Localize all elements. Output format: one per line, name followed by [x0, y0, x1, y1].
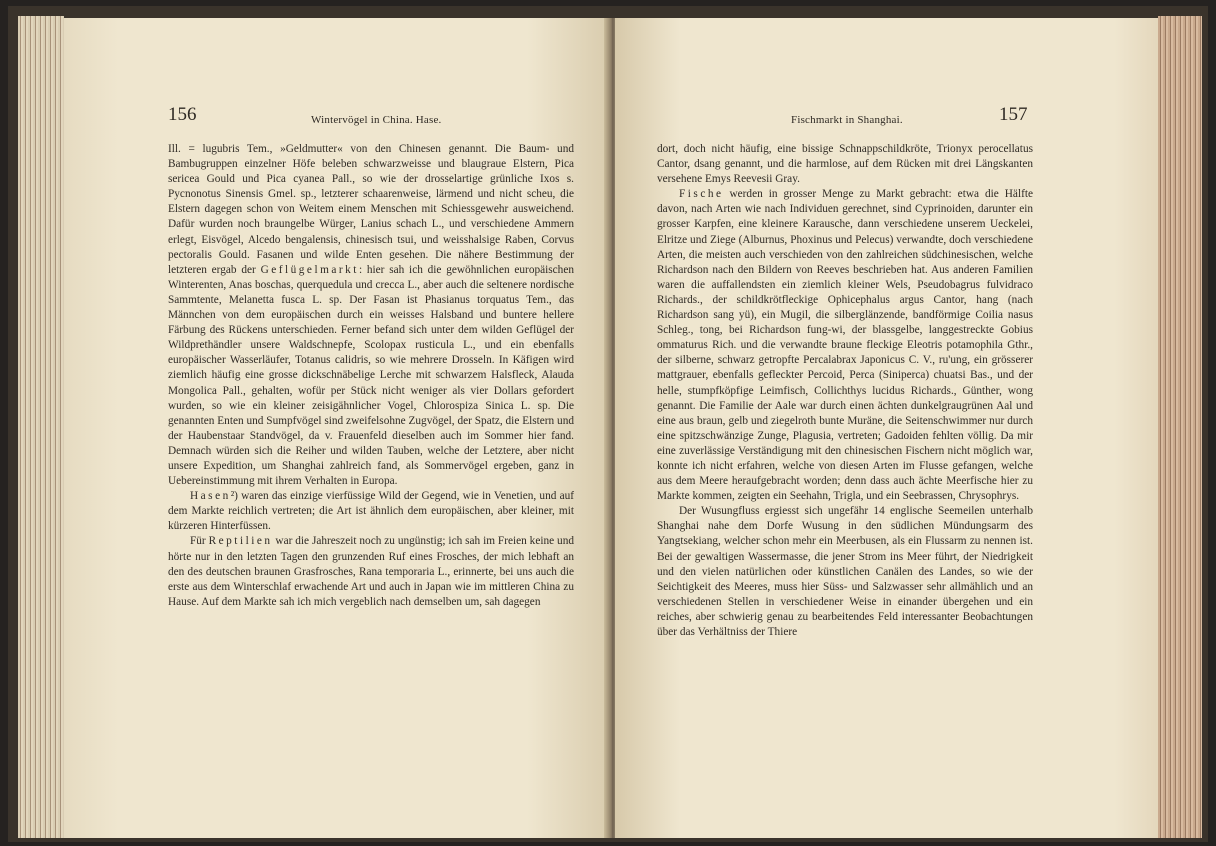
body-text	[657, 142, 1033, 640]
body-text	[168, 142, 574, 610]
spaced-term: Hasen	[190, 490, 231, 503]
running-head: Fischmarkt in Shanghai.	[791, 114, 903, 126]
page-stack-left	[18, 16, 64, 838]
text-run: ²) waren das einzige vierfüssige Wild der Gegend, wie in Venetien, und auf dem Markte reichlich vertreten; die Art ist ähnlich dem europäischen, aber kleiner, mit kürzeren Hinterfüssen.	[168, 490, 574, 533]
text-run: war die Jahreszeit noch zu ungünstig; ich sah im Freien keine und hörte nur in den letzten Tagen den grunzenden Ruf eines Frosches, der mich lebhaft an den des deutschen braunen Grasfrosches, Rana temporaria L., erinnerte, bei uns auch die erste aus dem Winterschlaf erwachende Art und auch in Japan wie im mittleren China zu Hause. Auf dem Markte sah ich mich vergeblich nach demselben um, sah dagegen	[168, 535, 574, 608]
paragraph	[657, 142, 1033, 187]
right-page	[615, 18, 1158, 838]
page-number: 156	[168, 104, 197, 125]
text-run: : hier sah ich die gewöhnlichen europäischen Winterenten, Anas boschas, querquedula und crecca L., aber auch die seltenere nordische Sammtente, Melanetta fusca L. sp. Der Fasan ist Phasianus torquatus Tem., das Männchen von dem europäischen durch ein weisses Halsband und buntere hellere Färbung des Rückens unterschieden. Ferner befand sich unter dem wilden Geflügel der Wildprethändler unsere Waldschnepfe, Scolopax rusticula L., und ein ebenfalls europäischer Wasserläufer, Totanus calidris, so wie mehrere Drosseln. In Käfigen wird ziemlich häufig eine grosse dickschnäbelige Lerche mit schwarzem Halsfleck, Alauda Mongolica Pall., gehalten, wofür per Stück nicht weniger als vier Dollars gefordert wurden, so wie ein kleiner zeisigähnlicher Vogel, Chlorospiza Sinica L. sp. Die genannten Enten und Sumpfvögel sind zweifelsohne Zugvögel, der Spatz, die Elstern und der Haubenstaar Standvögel, da v. Frauenfeld dieselben auch im Sommer hier fand. Demnach würden sich die Reiher und wilden Tauben, welche der Letztere, aber nicht unsere Expedition, um Shanghai zahlreich fand, als Sommervögel ergeben, ganz in Uebereinstimmung mit ihrem Verhalten in Europa.	[168, 263, 574, 488]
paragraph	[168, 534, 574, 609]
page-number: 157	[999, 104, 1028, 125]
text-run: Der Wusungfluss ergiesst sich ungefähr 14 englische Seemeilen unterhalb Shanghai nahe dem Dorfe Wusung in den südlichen Mündungsarm des Yangtsekiang, welcher schon mehr ein Meerbusen, als ein Flussarm zu nennen ist. Bei der gewaltigen Wassermasse, die jener Strom ins Meer führt, der Niedrigkeit und den vielen natürlichen oder künstlichen Canälen des Landes, so wie der Seichtigkeit des Meeres, muss hier Süss- und Salzwasser sehr allmählich und an verschiedenen Stellen in verschiedener Weise in einander übergehen und ein reiches, aber schwierig genau zu bearbeitendes Feld interessanter Beobachtungen über das Verhältniss der Thiere	[657, 505, 1033, 638]
spaced-term: Geflügelmarkt	[260, 263, 359, 276]
text-run: werden in grosser Menge zu Markt gebracht: etwa die Hälfte davon, nach Arten wie nach Individuen gerechnet, sind Cyprinoiden, darunter ein grosser Karpfen, eine kleinere Karausche, dann verschiedene unserem Ueckelei, Elritze und Ziege (Alburnus, Phoxinus und Pelecus) verwandte, doch verschiedene Arten, die meisten auch verschieden von den zahlreichen südchinesischen, welche Richardson nach den Bildern von Reeves beschrieben hat. Aus anderen Familien waren die auffallendsten ein ziemlich kleiner Wels, Pseudobagrus fulvidraco Richards., der schildkrötfleckige Ophicephalus argus Cantor, hang (nach Richardson sang yü), ein Mugil, die silberglänzende, bandförmige Coilia nasus Schleg., tong, bei Richardson fung-wi, der blassgelbe, langgestreckte Gobius ommaturus Rich. und die verwandte braune fleckige Eleotris potamophila Gthr., der silberne, schwarz getropfte Percalabrax Japonicus C. V., ru'ung, ein grösserer mattgrauer, ebenfalls gefleckter Percoid, Perca (Siniperca) chuatsi Bas., und der helle, stumpfköpfige Leimfisch, Collichthys lucidus Richards., Günther, wong genannt. Die Familie der Aale war durch einen ächten dunkelgraugrünen Aal und eine aus braun, gelb und ziegelroth bunte Muräne, die Seitenschwimmer nur durch eine spitzschwänzige Zunge, Plagusia, vertreten; Gadoiden fehlten völlig. Da mir eine zuverlässige Verständigung mit den chinesischen Fischern nicht möglich war, konnte ich nicht erfahren, welche von diesen Arten im Flusse gefangen, welche aus dem Meere heraufgebracht worden; denn dass auch ächte Meerfische hier zu Markte kommen, zeigten ein Seehahn, Trigla, und ein Seebrassen, Chrysophrys.	[657, 188, 1033, 503]
left-page	[64, 18, 609, 838]
paragraph	[657, 187, 1033, 504]
spaced-term: Reptilien	[208, 535, 273, 548]
text-run: Für	[190, 535, 209, 548]
book-spread	[8, 6, 1208, 842]
paragraph	[657, 504, 1033, 640]
text-run: dort, doch nicht häufig, eine bissige Schnappschildkröte, Trionyx perocellatus Cantor, dsang genannt, und die harmlose, auf dem Rücken mit drei Längskanten versehene Emys Reevesii Gray.	[657, 143, 1033, 186]
text-run: Ill. = lugubris Tem., »Geldmutter« von den Chinesen genannt. Die Baum- und Bambugruppen einzelner Höfe beleben schwarzweisse und blaugraue Elstern, Pica sericea Gould und Pica cyanea Pall., so wie der drosselartige grünliche Ixos s. Pycnonotus Sinensis Gmel. sp., letzterer schaarenweise, lärmend und nicht scheu, die Elstern dagegen schon von Weitem einem Menschen mit Schiessgewehr ausweichend. Dafür wurden noch braungelbe Würger, Lanius schach L., und verschiedene Ammern erlegt, Eisvögel, Alcedo bengalensis, chinesisch tsui, und weisshalsige Raben, Corvus pectoralis Gould. Fasanen und wilde Enten gesehen. Die nähere Bestimmung der letzteren ergab der	[168, 143, 574, 276]
running-head: Wintervögel in China. Hase.	[311, 114, 442, 126]
spaced-term: Fische	[679, 188, 724, 201]
paragraph	[168, 489, 574, 534]
paragraph	[168, 142, 574, 489]
page-stack-right	[1158, 16, 1202, 838]
